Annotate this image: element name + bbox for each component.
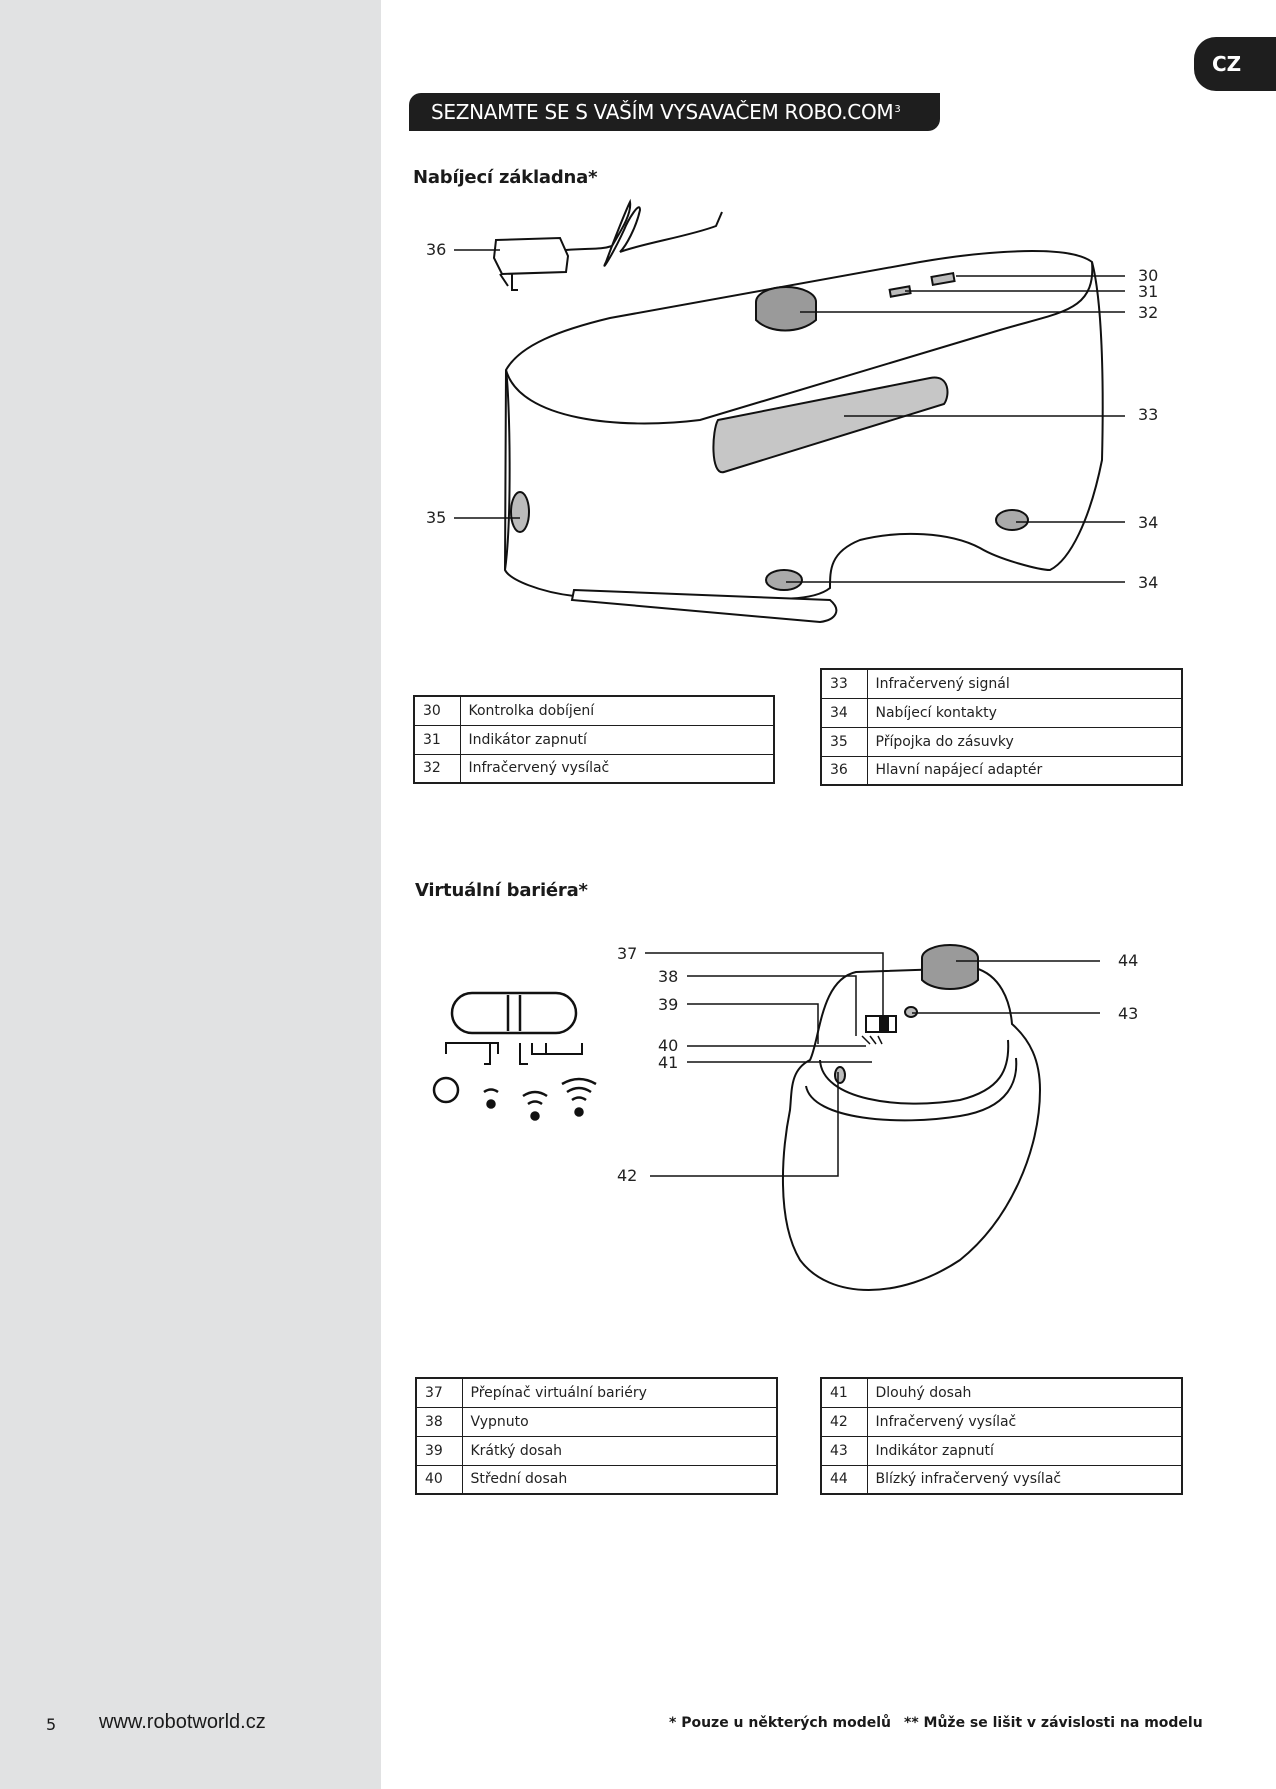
table-row <box>821 727 1182 756</box>
callout-42: 42 <box>617 1166 638 1185</box>
cable-icon <box>604 202 722 266</box>
legend-label: Přepínač virtuální bariéry <box>462 1378 777 1407</box>
callout-37: 37 <box>617 944 638 963</box>
range-switch-icon <box>452 993 576 1033</box>
legend-num: 31 <box>414 725 460 754</box>
power-indicator <box>905 1007 917 1017</box>
footer-url[interactable]: www.robotworld.cz <box>99 1711 266 1733</box>
off-icon <box>434 1078 458 1102</box>
callout-36: 36 <box>426 240 447 259</box>
callout-44: 44 <box>1118 951 1139 970</box>
legend-label: Infračervený vysílač <box>867 1407 1182 1436</box>
legend-label: Střední dosah <box>462 1465 777 1494</box>
callout-34a: 34 <box>1138 513 1159 532</box>
legend-num: 30 <box>414 696 460 725</box>
legend-label: Dlouhý dosah <box>867 1378 1182 1407</box>
callout-41: 41 <box>658 1053 679 1072</box>
table-row <box>416 1465 777 1494</box>
language-tab: CZ <box>1194 37 1276 91</box>
table-row <box>416 1436 777 1465</box>
footnote-models: * Pouze u některých modelů <box>669 1715 892 1731</box>
charging-base-heading: Nabíjecí základna* <box>413 167 598 188</box>
callout-33: 33 <box>1138 405 1159 424</box>
legend-label: Indikátor zapnutí <box>867 1436 1182 1465</box>
callout-32: 32 <box>1138 303 1159 322</box>
charging-base-legend-left <box>413 695 775 784</box>
legend-num: 36 <box>821 756 867 785</box>
legend-label: Infračervený signál <box>867 669 1182 698</box>
table-row <box>821 669 1182 698</box>
legend-label: Infračervený vysílač <box>460 754 774 783</box>
legend-num: 43 <box>821 1436 867 1465</box>
charging-contact-right <box>996 510 1028 530</box>
long-range-icon <box>576 1109 583 1116</box>
charging-base-legend-right <box>820 668 1183 786</box>
table-row <box>821 1465 1182 1494</box>
charging-base-illustration <box>0 0 1276 700</box>
page-title-text: SEZNAMTE SE S VAŠÍM VYSAVAČEM ROBO.COM <box>431 100 894 124</box>
legend-num: 33 <box>821 669 867 698</box>
table-row <box>821 1407 1182 1436</box>
table-row <box>416 1378 777 1407</box>
callout-35: 35 <box>426 508 447 527</box>
legend-num: 35 <box>821 727 867 756</box>
virtual-barrier-heading: Virtuální bariéra* <box>415 880 588 901</box>
power-adapter-icon <box>494 238 568 274</box>
legend-label: Indikátor zapnutí <box>460 725 774 754</box>
page-title-superscript: 3 <box>894 103 901 115</box>
legend-num: 38 <box>416 1407 462 1436</box>
virtual-barrier-legend-left <box>415 1377 778 1495</box>
callout-38: 38 <box>658 967 679 986</box>
page-number: 5 <box>46 1715 57 1734</box>
legend-label: Vypnuto <box>462 1407 777 1436</box>
legend-label: Přípojka do zásuvky <box>867 727 1182 756</box>
legend-num: 32 <box>414 754 460 783</box>
table-row <box>414 696 774 725</box>
table-row <box>416 1407 777 1436</box>
charging-contact-left <box>766 570 802 590</box>
legend-label: Hlavní napájecí adaptér <box>867 756 1182 785</box>
table-row <box>821 756 1182 785</box>
table-row <box>414 754 774 783</box>
virtual-barrier-legend-right <box>820 1377 1183 1495</box>
virtual-barrier-illustration <box>0 930 1276 1330</box>
table-row <box>821 1378 1182 1407</box>
power-socket <box>511 492 529 532</box>
callout-40: 40 <box>658 1036 679 1055</box>
callout-39: 39 <box>658 995 679 1014</box>
callout-30: 30 <box>1138 266 1159 285</box>
legend-label: Kontrolka dobíjení <box>460 696 774 725</box>
legend-num: 44 <box>821 1465 867 1494</box>
short-range-icon <box>488 1101 495 1108</box>
callout-43: 43 <box>1118 1004 1139 1023</box>
legend-num: 34 <box>821 698 867 727</box>
legend-label: Nabíjecí kontakty <box>867 698 1182 727</box>
ir-emitter <box>835 1067 845 1083</box>
legend-label: Krátký dosah <box>462 1436 777 1465</box>
legend-label: Blízký infračervený vysílač <box>867 1465 1182 1494</box>
table-row <box>821 698 1182 727</box>
footnote-variation: ** Může se lišit v závislosti na modelu <box>904 1715 1203 1731</box>
legend-num: 42 <box>821 1407 867 1436</box>
table-row <box>821 1436 1182 1465</box>
callout-34b: 34 <box>1138 573 1159 592</box>
legend-num: 40 <box>416 1465 462 1494</box>
legend-num: 41 <box>821 1378 867 1407</box>
legend-num: 39 <box>416 1436 462 1465</box>
medium-range-icon <box>532 1113 539 1120</box>
legend-num: 37 <box>416 1378 462 1407</box>
table-row <box>414 725 774 754</box>
callout-31: 31 <box>1138 282 1159 301</box>
